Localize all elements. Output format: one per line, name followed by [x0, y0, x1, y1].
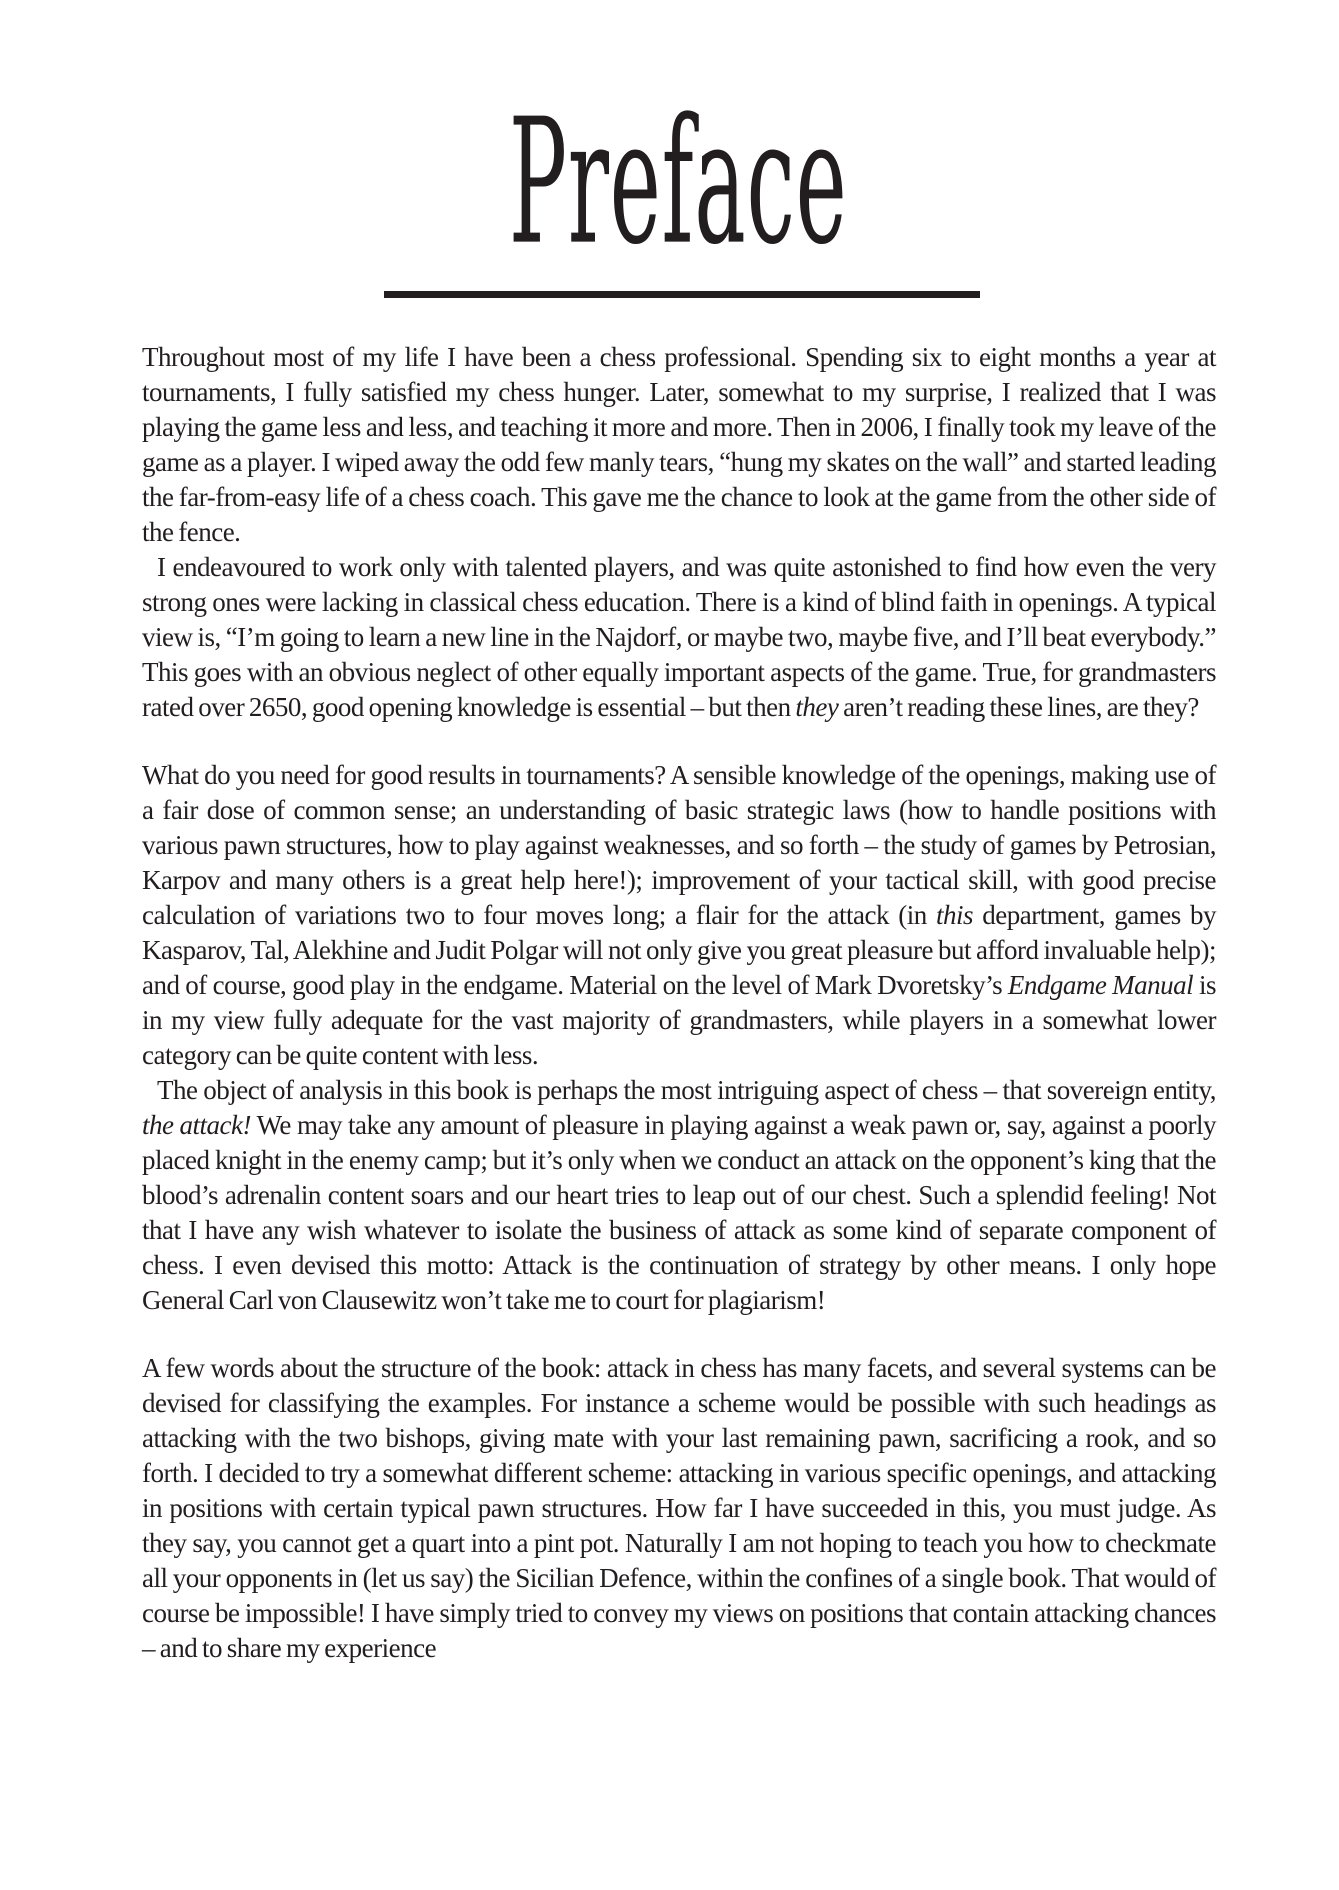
- paragraph: [142, 758, 1216, 1073]
- italic-run: they: [795, 692, 839, 722]
- paragraph: [142, 550, 1216, 725]
- text-run: Throughout most of my life I have been a chess professional. Spending six to eight months a year at tournaments, I fully satisfied my chess hunger. Later, somewhat to my surprise, I realized that I was playing the game less and less, and teaching it more and more. Then in 2006, I finally took my leave of the game as a player. I wiped away the odd few manly tears, “hung my skates on the wall” and started leading the far-from-easy life of a chess coach. This gave me the chance to look at the game from the other side of the fence.: [142, 342, 1216, 547]
- text-run: department, games by Kasparov, Tal, Alekhine and Judit Polgar will not only give you great pleasure but afford invaluable help); and of course, good play in the endgame. Material on the level of Mark Dvoretsky’s: [142, 900, 1216, 1000]
- text-run: We may take any amount of pleasure in playing against a weak pawn or, say, against a poorly placed knight in the enemy camp; but it’s only when we conduct an attack on the opponent’s king that the blood’s adrenalin content soars and our heart tries to leap out of our chest. Such a splendid feeling! Not that I have any wish whatever to isolate the business of attack as some kind of separate component of chess. I even devised this motto: Attack is the continuation of strategy by other means. I only hope General Carl von Clausewitz won’t take me to court for plagiarism!: [142, 1110, 1217, 1315]
- title-rule-divider: [384, 291, 980, 298]
- text-run: What do you need for good results in tournaments? A sensible knowledge of the openings, making use of a fair dose of common sense; an understanding of basic strategic laws (how to handle positions with various pawn structures, how to play against weaknesses, and so forth – the study of games by Petrosian, Karpov and many others is a great help here!); improvement of your tactical skill, with good precise calculation of variations two to four moves long; a flair for the attack (in: [142, 760, 1216, 930]
- text-run: aren’t reading these lines, are they?: [838, 692, 1199, 722]
- page-title-text: Preface: [509, 83, 848, 284]
- paragraph: [142, 340, 1216, 550]
- page-title: [9, 83, 1339, 284]
- paragraph: [142, 1073, 1216, 1318]
- text-run: A few words about the structure of the book: attack in chess has many facets, and several systems can be devised for classifying the examples. For instance a scheme would be possible with such headings as attacking with the two bishops, giving mate with your last remaining pawn, sacrificing a rook, and so forth. I decided to try a somewhat different scheme: attacking in various specific openings, and attacking in positions with certain typical pawn structures. How far I have succeeded in this, you must judge. As they say, you cannot get a quart into a pint pot. Naturally I am not hoping to teach you how to checkmate all your opponents in (let us say) the Sicilian Defence, within the confines of a single book. That would of course be impossible! I have simply tried to convey my views on positions that contain attacking chances – and to share my experience: [142, 1353, 1216, 1663]
- body-text: [142, 340, 1216, 1666]
- italic-run: Endgame Manual: [1007, 970, 1194, 1000]
- text-run: I endeavoured to work only with talented players, and was quite astonished to find how even the very strong ones were lacking in classical chess education. There is a kind of blind faith in openings. A typical view is, “I’m going to learn a new line in the Najdorf, or maybe two, maybe five, and I’ll beat everybody.” This goes with an obvious neglect of other equally important aspects of the game. True, for grandmasters rated over 2650, good opening knowledge is essential – but then: [142, 552, 1216, 722]
- italic-run: this: [935, 900, 973, 930]
- paragraph: [142, 1351, 1216, 1666]
- text-run: is in my view fully adequate for the vast majority of grandmasters, while players in a somewhat lower category can be quite content with less.: [142, 970, 1216, 1070]
- italic-run: the attack!: [142, 1110, 252, 1140]
- text-run: The object of analysis in this book is perhaps the most intriguing aspect of chess – that sovereign entity,: [157, 1075, 1216, 1105]
